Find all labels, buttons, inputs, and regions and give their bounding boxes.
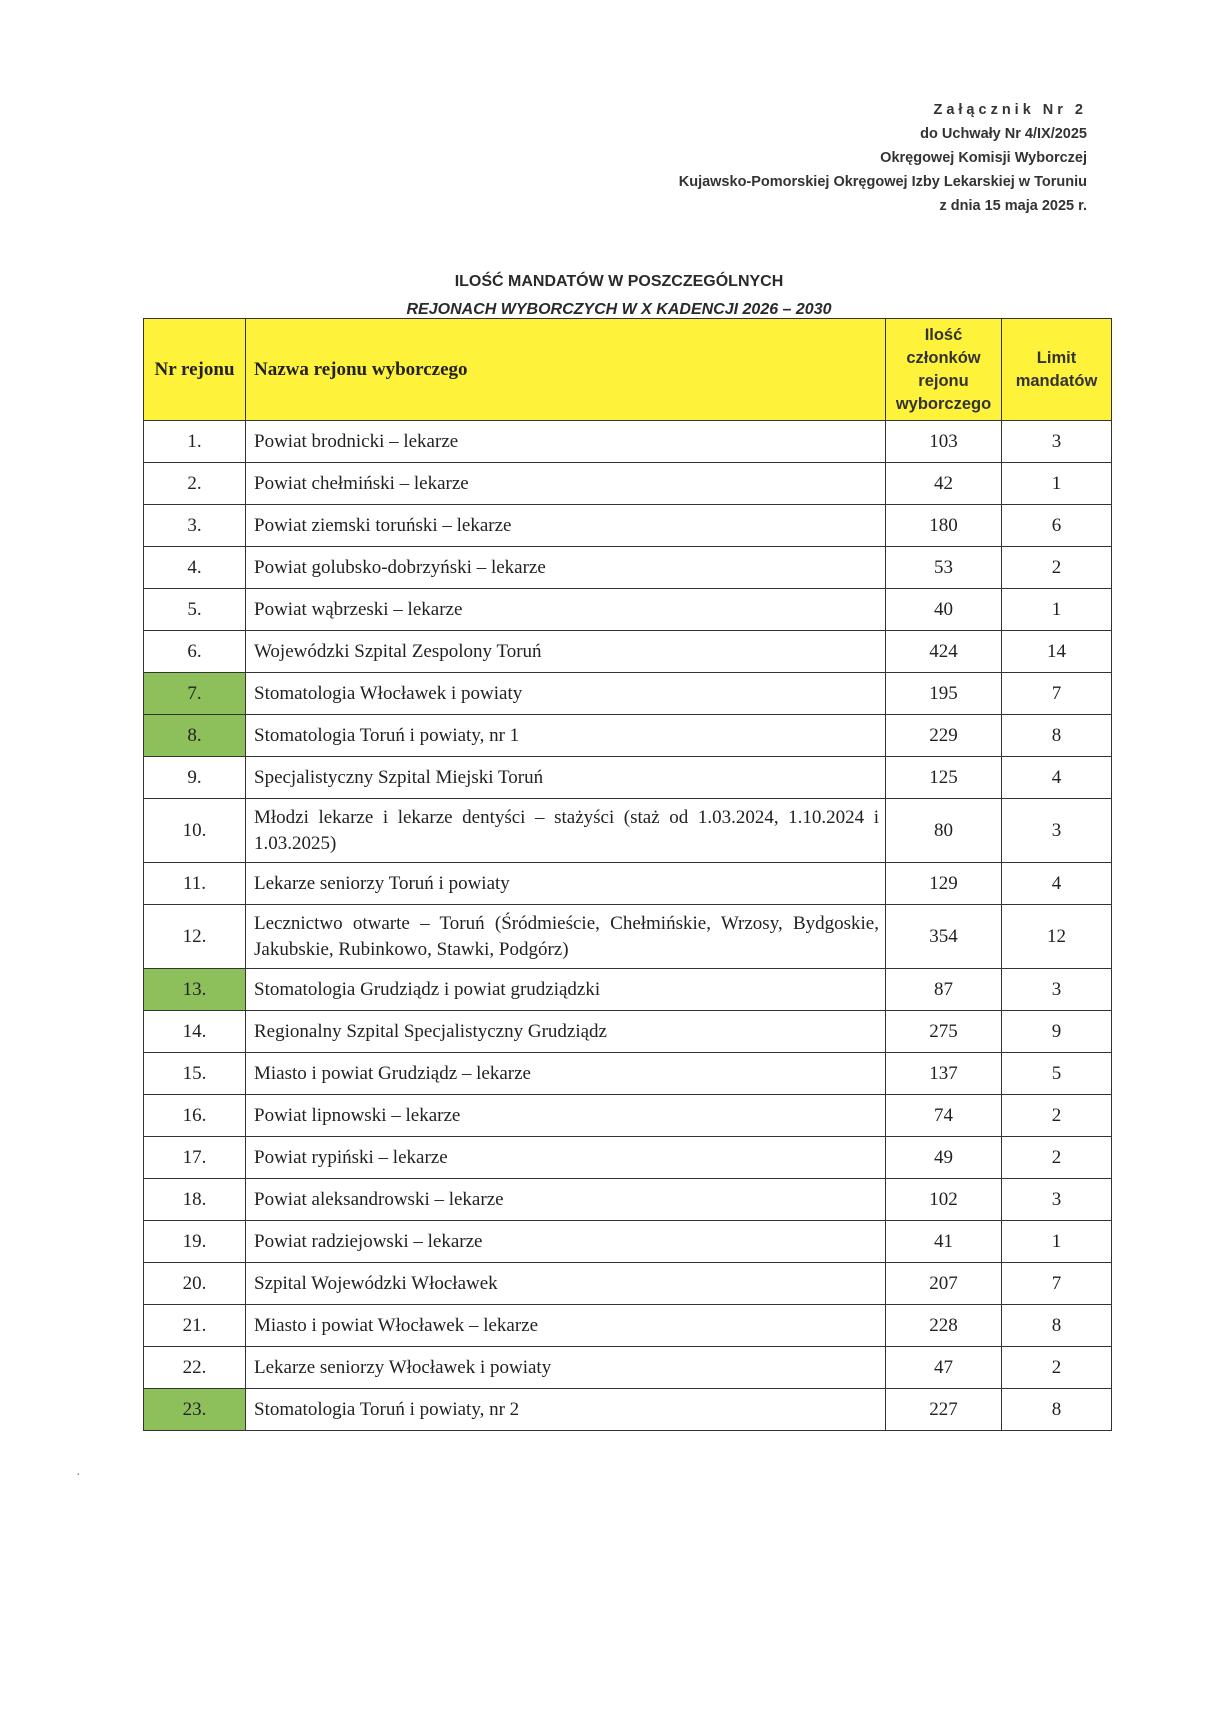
mandate-limit: 3 — [1002, 799, 1112, 863]
page-title — [143, 268, 1095, 324]
scan-speck: · — [76, 1468, 81, 1483]
row-number: 13. — [144, 969, 246, 1011]
mandate-limit: 1 — [1002, 463, 1112, 505]
mandate-limit: 2 — [1002, 1137, 1112, 1179]
row-number: 11. — [144, 863, 246, 905]
table-row — [144, 905, 1112, 969]
table-row — [144, 547, 1112, 589]
table-row — [144, 421, 1112, 463]
table-row — [144, 1011, 1112, 1053]
region-name: Powiat wąbrzeski – lekarze — [246, 589, 886, 631]
commission-name: Okręgowej Komisji Wyborczej — [880, 150, 1087, 166]
title-line-1: ILOŚĆ MANDATÓW W POSZCZEGÓLNYCH — [454, 273, 784, 290]
member-count: 102 — [886, 1179, 1002, 1221]
row-number: 4. — [144, 547, 246, 589]
member-count: 228 — [886, 1305, 1002, 1347]
member-count: 87 — [886, 969, 1002, 1011]
table-row — [144, 863, 1112, 905]
document-date: z dnia 15 maja 2025 r. — [939, 198, 1087, 214]
region-name: Powiat golubsko-dobrzyński – lekarze — [246, 547, 886, 589]
member-count: 41 — [886, 1221, 1002, 1263]
mandate-limit: 1 — [1002, 1221, 1112, 1263]
mandate-limit: 4 — [1002, 757, 1112, 799]
mandate-limit: 9 — [1002, 1011, 1112, 1053]
member-count: 40 — [886, 589, 1002, 631]
row-number: 3. — [144, 505, 246, 547]
mandates-table — [143, 318, 1112, 1431]
region-name: Powiat chełmiński – lekarze — [246, 463, 886, 505]
member-count: 229 — [886, 715, 1002, 757]
column-header-members: Ilość członków rejonu wyborczego — [886, 319, 1002, 421]
member-count: 125 — [886, 757, 1002, 799]
table-row — [144, 757, 1112, 799]
mandate-limit: 2 — [1002, 1095, 1112, 1137]
mandate-limit: 3 — [1002, 421, 1112, 463]
region-name: Regionalny Szpital Specjalistyczny Grudziądz — [246, 1011, 886, 1053]
mandate-limit: 1 — [1002, 589, 1112, 631]
row-number: 1. — [144, 421, 246, 463]
chamber-name: Kujawsko-Pomorskiej Okręgowej Izby Lekarskiej w Toruniu — [678, 174, 1087, 190]
mandate-limit: 2 — [1002, 1347, 1112, 1389]
column-header-limit: Limit mandatów — [1002, 319, 1112, 421]
table-row — [144, 589, 1112, 631]
mandate-limit: 14 — [1002, 631, 1112, 673]
mandate-limit: 7 — [1002, 1263, 1112, 1305]
member-count: 49 — [886, 1137, 1002, 1179]
mandate-limit: 4 — [1002, 863, 1112, 905]
row-number: 20. — [144, 1263, 246, 1305]
region-name: Lekarze seniorzy Włocławek i powiaty — [246, 1347, 886, 1389]
row-number: 23. — [144, 1389, 246, 1431]
table-row — [144, 1305, 1112, 1347]
member-count: 424 — [886, 631, 1002, 673]
mandate-limit: 8 — [1002, 715, 1112, 757]
member-count: 53 — [886, 547, 1002, 589]
table-row — [144, 673, 1112, 715]
member-count: 129 — [886, 863, 1002, 905]
mandate-limit: 3 — [1002, 969, 1112, 1011]
table-row — [144, 463, 1112, 505]
row-number: 19. — [144, 1221, 246, 1263]
region-name: Powiat aleksandrowski – lekarze — [246, 1179, 886, 1221]
row-number: 10. — [144, 799, 246, 863]
table-row — [144, 1179, 1112, 1221]
table-row — [144, 1263, 1112, 1305]
region-name: Powiat ziemski toruński – lekarze — [246, 505, 886, 547]
member-count: 354 — [886, 905, 1002, 969]
row-number: 9. — [144, 757, 246, 799]
mandate-limit: 7 — [1002, 673, 1112, 715]
table-row — [144, 1221, 1112, 1263]
table-row — [144, 1053, 1112, 1095]
table-header-row — [144, 319, 1112, 421]
attachment-number: Załącznik Nr 2 — [933, 102, 1087, 118]
region-name: Powiat radziejowski – lekarze — [246, 1221, 886, 1263]
member-count: 103 — [886, 421, 1002, 463]
member-count: 74 — [886, 1095, 1002, 1137]
table-row — [144, 1137, 1112, 1179]
region-name: Stomatologia Toruń i powiaty, nr 1 — [246, 715, 886, 757]
row-number: 14. — [144, 1011, 246, 1053]
mandate-limit: 8 — [1002, 1305, 1112, 1347]
region-name: Stomatologia Toruń i powiaty, nr 2 — [246, 1389, 886, 1431]
member-count: 195 — [886, 673, 1002, 715]
mandate-limit: 2 — [1002, 547, 1112, 589]
member-count: 80 — [886, 799, 1002, 863]
region-name: Miasto i powiat Grudziądz – lekarze — [246, 1053, 886, 1095]
resolution-reference: do Uchwały Nr 4/IX/2025 — [920, 126, 1087, 142]
row-number: 7. — [144, 673, 246, 715]
region-name: Stomatologia Włocławek i powiaty — [246, 673, 886, 715]
region-name: Powiat lipnowski – lekarze — [246, 1095, 886, 1137]
region-name: Szpital Wojewódzki Włocławek — [246, 1263, 886, 1305]
region-name: Lekarze seniorzy Toruń i powiaty — [246, 863, 886, 905]
member-count: 180 — [886, 505, 1002, 547]
row-number: 22. — [144, 1347, 246, 1389]
region-name: Stomatologia Grudziądz i powiat grudziądzki — [246, 969, 886, 1011]
mandate-limit: 6 — [1002, 505, 1112, 547]
column-header-nr: Nr rejonu — [144, 319, 246, 421]
member-count: 42 — [886, 463, 1002, 505]
member-count: 227 — [886, 1389, 1002, 1431]
table-row — [144, 631, 1112, 673]
row-number: 12. — [144, 905, 246, 969]
table-row — [144, 715, 1112, 757]
table-row — [144, 505, 1112, 547]
row-number: 2. — [144, 463, 246, 505]
region-name: Specjalistyczny Szpital Miejski Toruń — [246, 757, 886, 799]
table-row — [144, 1095, 1112, 1137]
row-number: 21. — [144, 1305, 246, 1347]
region-name: Lecznictwo otwarte – Toruń (Śródmieście, Chełmińskie, Wrzosy, Bydgoskie, Jakubskie, Rubinkowo, Stawki, Podgórz) — [246, 905, 886, 969]
row-number: 6. — [144, 631, 246, 673]
table-row — [144, 1347, 1112, 1389]
region-name: Miasto i powiat Włocławek – lekarze — [246, 1305, 886, 1347]
row-number: 17. — [144, 1137, 246, 1179]
table-row — [144, 1389, 1112, 1431]
table-row — [144, 799, 1112, 863]
member-count: 47 — [886, 1347, 1002, 1389]
mandate-limit: 5 — [1002, 1053, 1112, 1095]
mandate-limit: 8 — [1002, 1389, 1112, 1431]
row-number: 16. — [144, 1095, 246, 1137]
mandate-limit: 3 — [1002, 1179, 1112, 1221]
region-name: Powiat rypiński – lekarze — [246, 1137, 886, 1179]
row-number: 5. — [144, 589, 246, 631]
region-name: Powiat brodnicki – lekarze — [246, 421, 886, 463]
row-number: 8. — [144, 715, 246, 757]
title-line-2: REJONACH WYBORCZYCH W X KADENCJI 2026 – 2030 — [406, 301, 832, 318]
attachment-header — [679, 98, 1087, 218]
region-name: Wojewódzki Szpital Zespolony Toruń — [246, 631, 886, 673]
member-count: 137 — [886, 1053, 1002, 1095]
column-header-name: Nazwa rejonu wyborczego — [246, 319, 886, 421]
region-name: Młodzi lekarze i lekarze dentyści – stażyści (staż od 1.03.2024, 1.10.2024 i 1.03.2025) — [246, 799, 886, 863]
row-number: 18. — [144, 1179, 246, 1221]
member-count: 207 — [886, 1263, 1002, 1305]
mandate-limit: 12 — [1002, 905, 1112, 969]
row-number: 15. — [144, 1053, 246, 1095]
member-count: 275 — [886, 1011, 1002, 1053]
table-row — [144, 969, 1112, 1011]
